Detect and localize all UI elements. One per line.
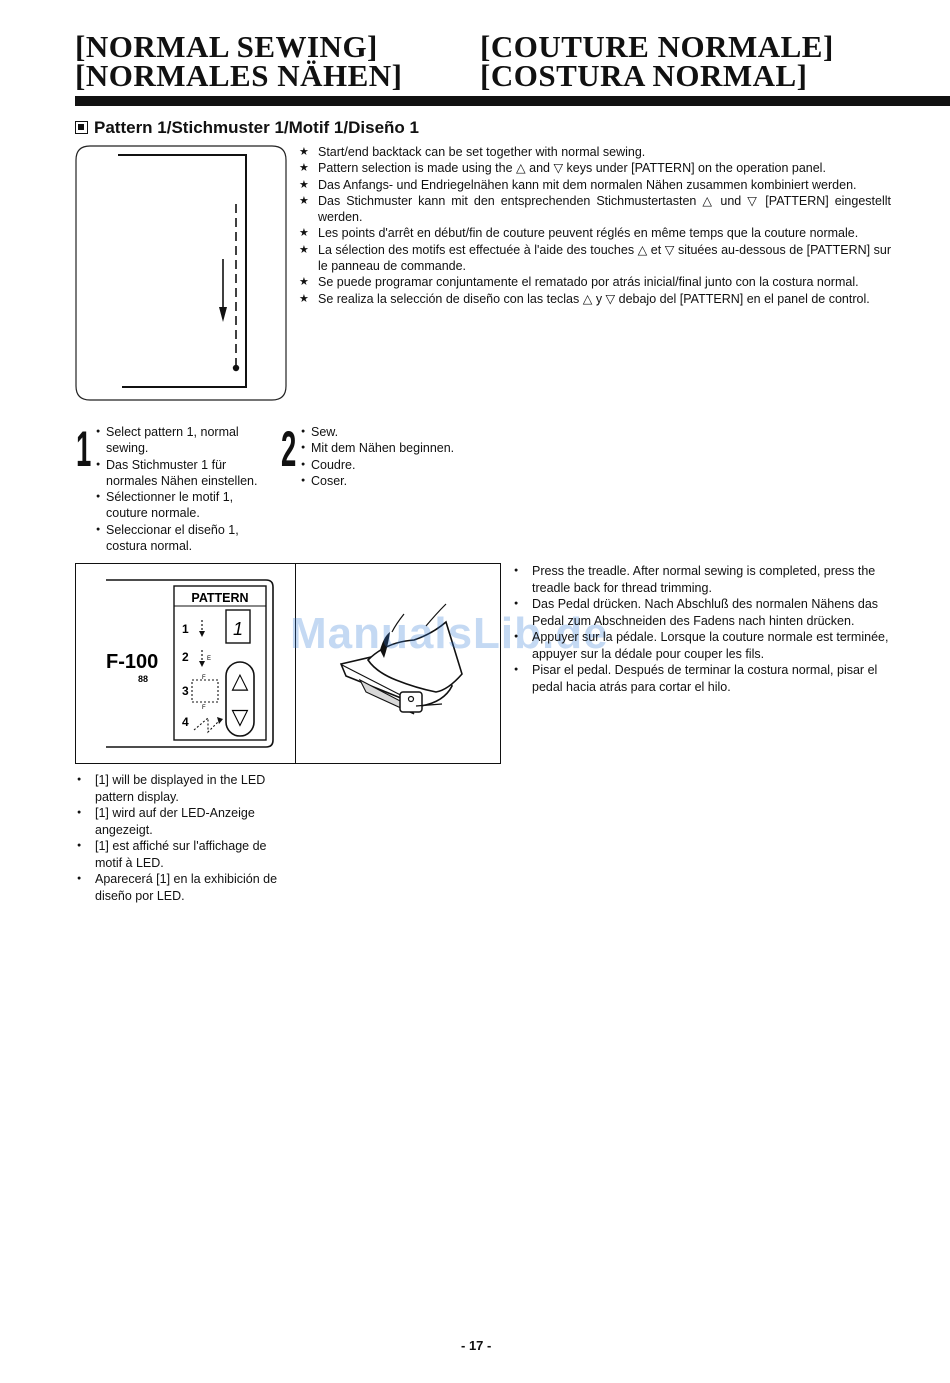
step-1-number: 1 (76, 421, 92, 477)
led-note-item: ● [1] will be displayed in the LED pattern display. (75, 772, 285, 805)
section-square-icon (75, 121, 88, 134)
treadle-note-item: ● Pisar el pedal. Después de terminar la costura normal, pisar el pedal hacia atrás para cortar el hilo. (512, 662, 897, 695)
pattern-number: 3 (182, 684, 189, 698)
watermark: ManualsLib.de (290, 609, 609, 658)
step-1-item: ● Seleccionar el diseño 1, costura normal. (96, 522, 276, 555)
treadle-notes-list (512, 563, 897, 695)
model-label: F-100 (106, 651, 159, 673)
note-item: ★ Les points d'arrêt en début/fin de couture peuvent réglés en même temps que la couture normale. (297, 225, 891, 241)
note-item: ★ Se realiza la selección de diseño con las teclas △ y ▽ debajo del [PATTERN] en el panel de control. (297, 291, 891, 307)
led-note-item: ● Aparecerá [1] en la exhibición de diseño por LED. (75, 871, 285, 904)
led-notes-list (75, 772, 285, 904)
led-note-item: ● [1] wird auf der LED-Anzeige angezeigt. (75, 805, 285, 838)
step-2-instructions (301, 424, 501, 489)
led-display-value: 1 (232, 619, 244, 639)
pattern-notes-list (297, 144, 891, 307)
treadle-note-item: ● Das Pedal drücken. Nach Abschluß des normalen Nähens das Pedal zum Abschneiden des Fadens nach hinten drücken. (512, 596, 897, 629)
step-2-item: ● Sew. (301, 424, 501, 440)
up-key-icon: △ (231, 669, 249, 694)
down-key-icon: ▽ (231, 705, 249, 730)
note-item: ★ La sélection des motifs est effectuée à l'aide des touches △ et ▽ situées au-dessous de [PATTERN] sur le panneau de commande. (297, 242, 891, 275)
svg-text:E: E (207, 656, 212, 662)
step-1-item: ● Das Stichmuster 1 für normales Nähen einstellen. (96, 457, 276, 490)
note-item: ★ Das Stichmuster kann mit den entsprechenden Stichmustertasten △ und ▽ [PATTERN] eingestellt werden. (297, 193, 891, 226)
title-german: [NORMALES NÄHEN] (75, 58, 403, 93)
svg-text:F: F (202, 705, 206, 711)
step-1-item: ● Select pattern 1, normal sewing. (96, 424, 276, 457)
treadle-note-item: ● Appuyer sur la pédale. Lorsque la couture normale est terminée, appuyer sur la dédale pour couper les fils. (512, 629, 897, 662)
step-2-item: ● Coser. (301, 473, 501, 489)
pattern-number: 1 (182, 622, 189, 636)
section-title: Pattern 1/Stichmuster 1/Motif 1/Diseño 1 (94, 118, 419, 137)
stitch-pattern-illustration (74, 144, 288, 402)
svg-text:F: F (202, 675, 206, 681)
header-rule (75, 96, 950, 106)
note-item: ★ Das Anfangs- und Endriegelnähen kann mit dem normalen Nähen zusammen kombiniert werden. (297, 177, 891, 193)
note-item: ★ Start/end backtack can be set together with normal sewing. (297, 144, 891, 160)
note-item: ★ Se puede programar conjuntamente el rematado por atrás inicial/final junto con la costura normal. (297, 274, 891, 290)
pattern-number: 4 (182, 715, 189, 729)
model-sub-label: 88 (138, 674, 149, 684)
note-item: ★ Pattern selection is made using the △ and ▽ keys under [PATTERN] on the operation panel. (297, 160, 891, 176)
step-1-instructions (96, 424, 276, 554)
operation-panel-illustration (76, 564, 295, 763)
step-2-item: ● Mit dem Nähen beginnen. (301, 440, 501, 456)
title-french: [COUTURE NORMALE] (480, 29, 834, 64)
led-note-item: ● [1] est affiché sur l'affichage de motif à LED. (75, 838, 285, 871)
step-2-number: 2 (281, 421, 297, 477)
title-spanish: [COSTURA NORMAL] (480, 58, 808, 93)
pattern-number: 2 (182, 650, 189, 664)
step-2-item: ● Coudre. (301, 457, 501, 473)
title-english: [NORMAL SEWING] (75, 29, 378, 64)
section-heading (75, 118, 419, 138)
treadle-illustration (296, 564, 500, 763)
page-number: - 17 - (461, 1338, 492, 1353)
step-1-item: ● Sélectionner le motif 1, couture normale. (96, 489, 276, 522)
treadle-note-item: ● Press the treadle. After normal sewing is completed, press the treadle back for thread trimming. (512, 563, 897, 596)
panel-heading: PATTERN (191, 591, 249, 605)
